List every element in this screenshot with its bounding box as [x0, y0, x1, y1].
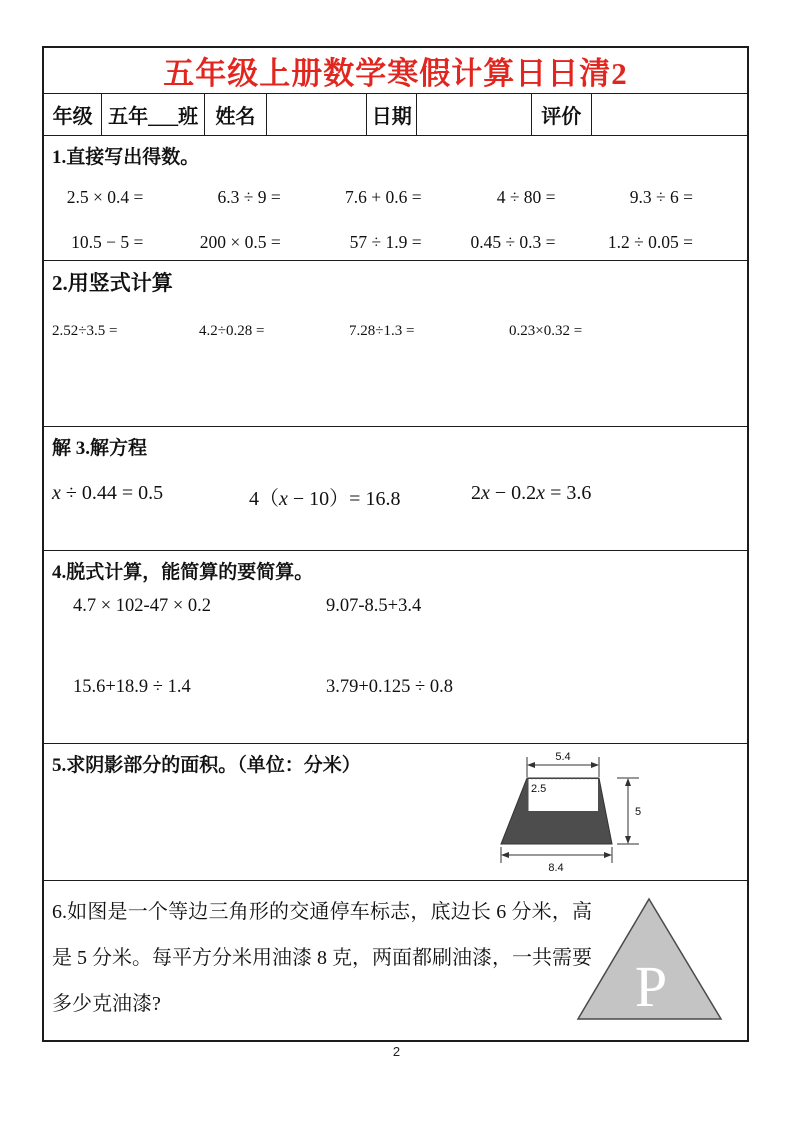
grade-label: 年级: [44, 94, 102, 135]
problem-4-4: 3.79+0.125 ÷ 0.8: [326, 677, 453, 697]
section-4-heading: 4.脱式计算，能简算的要简算。: [52, 562, 314, 583]
trapezoid-diagram: [494, 749, 656, 876]
problem-1-5: 9.3 ÷ 6 =: [629, 187, 693, 207]
problem-4-3: 15.6+18.9 ÷ 1.4: [73, 677, 191, 697]
problem-4-1: 4.7 × 102-47 × 0.2: [73, 596, 212, 616]
section-4-step-calculation: [44, 551, 747, 744]
dimension-bottom-label: 8.4: [548, 862, 564, 874]
page-title: 五年级上册数学寒假计算日日清2: [163, 56, 628, 91]
evaluation-value-cell: [592, 94, 747, 135]
name-label: 姓名: [205, 94, 267, 135]
problem-1-2: 6.3 ÷ 9 =: [217, 187, 281, 207]
problem-2-4: 0.23×0.32 =: [509, 323, 583, 339]
problem-1-7: 200 × 0.5 =: [199, 232, 281, 252]
problem-1-1: 2.5 × 0.4 =: [66, 187, 144, 207]
section-3-solve-equations: [44, 427, 747, 551]
section-6-question-text: 6.如图是一个等边三角形的交通停车标志，底边长 6 分米，高是 5 分米。每平方分米用油漆 8 克，两面都刷油漆，一共需要多少克油漆?: [52, 901, 592, 1015]
section-2-heading: 2.用竖式计算: [52, 271, 173, 295]
info-header-row: [44, 94, 747, 136]
name-value-cell: [267, 94, 368, 135]
section-1-heading: 1.直接写出得数。: [52, 147, 200, 168]
equation-3: 2x − 0.2x = 3.6: [471, 482, 592, 504]
problem-1-8: 57 ÷ 1.9 =: [349, 232, 422, 252]
grade-value: 五年___班: [102, 94, 205, 135]
problem-1-10: 1.2 ÷ 0.05 =: [607, 232, 693, 252]
date-value-cell: [417, 94, 532, 135]
worksheet-border-box: [42, 46, 749, 1042]
section-5-heading: 5.求阴影部分的面积。（单位：分米）: [52, 755, 361, 776]
section-3-heading: 解 3.解方程: [52, 438, 148, 459]
parking-sign-triangle: [575, 894, 725, 1024]
problem-1-9: 0.45 ÷ 0.3 =: [470, 232, 556, 252]
problem-1-3: 7.6 + 0.6 =: [344, 187, 422, 207]
problem-2-1: 2.52÷3.5 =: [52, 323, 118, 339]
section-1-problem-row-2: [52, 232, 739, 253]
title-row: [44, 48, 747, 94]
section-1-problem-row-1: [52, 187, 739, 208]
section-4-problem-row-1: [52, 596, 739, 617]
evaluation-label: 评价: [532, 94, 592, 135]
equation-1: x ÷ 0.44 = 0.5: [52, 482, 164, 504]
section-6-parking-sign-problem: [44, 881, 747, 1040]
dimension-height-label: 5: [635, 806, 642, 818]
section-1-direct-calculation: [44, 136, 747, 261]
problem-1-4: 4 ÷ 80 =: [496, 187, 556, 207]
equation-2: 4（x − 10）= 16.8: [249, 488, 401, 510]
parking-letter: P: [634, 954, 668, 1019]
section-2-problem-row: [52, 323, 739, 340]
problem-2-2: 4.2÷0.28 =: [199, 323, 265, 339]
dimension-inner-label: 2.5: [531, 783, 547, 795]
problem-2-3: 7.28÷1.3 =: [349, 323, 415, 339]
section-2-vertical-calculation: [44, 261, 747, 427]
dimension-top-label: 5.4: [555, 751, 571, 763]
problem-4-2: 9.07-8.5+3.4: [326, 596, 422, 616]
date-label: 日期: [367, 94, 417, 135]
problem-1-6: 10.5 − 5 =: [71, 232, 144, 252]
section-4-problem-row-2: [52, 677, 739, 698]
section-3-equation-row: [52, 482, 739, 511]
page-number: 2: [392, 1044, 401, 1059]
section-5-shaded-area: [44, 744, 747, 881]
